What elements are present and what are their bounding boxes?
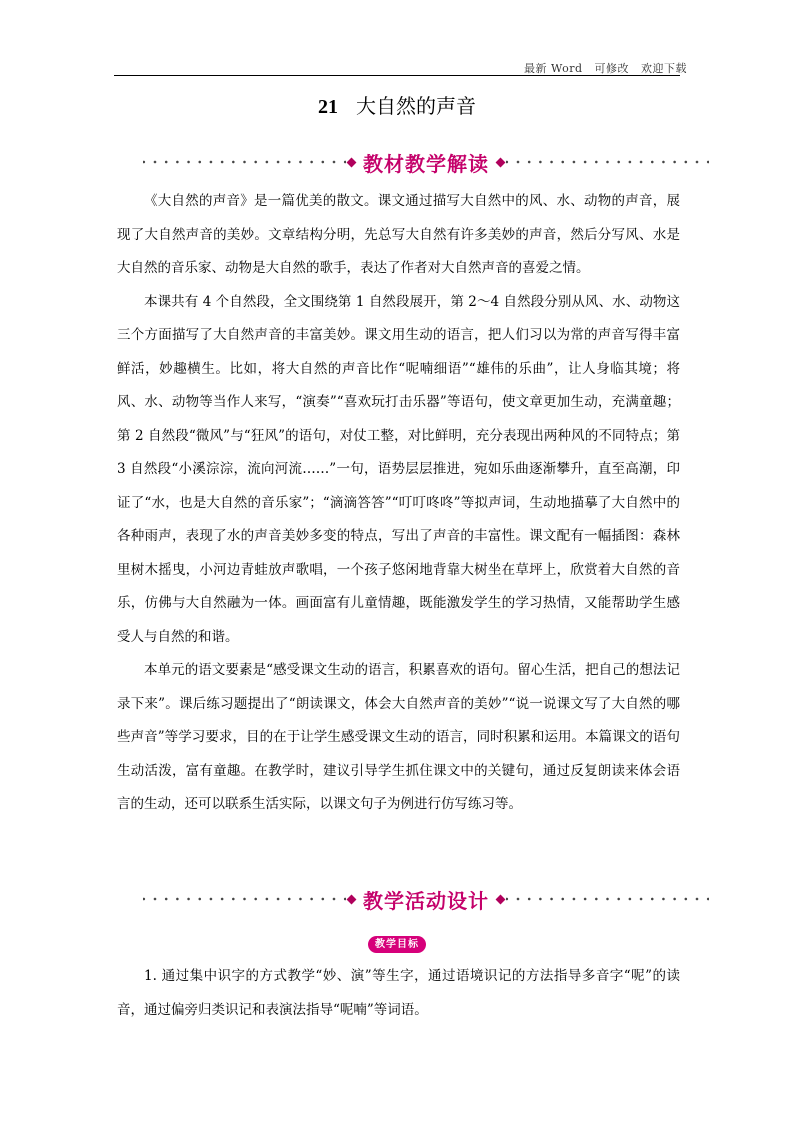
dotted-divider-left xyxy=(143,160,346,164)
dotted-divider-left xyxy=(143,897,346,901)
diamond-icon xyxy=(347,157,357,167)
paragraph: 本单元的语文要素是“感受课文生动的语言，积累喜欢的语句。留心生活，把自己的想法记录下来”。课后练习题提出了“朗读课文，体会大自然声音的美妙”“说一说课文写了大自然的哪些声音”等学习要求，目的在于让学生感受课文生动的语言，同时积累和运用。本篇课文的语句生动活泼，富有童趣。在教学时，建议引导学生抓住课文中的关键句，通过反复朗读来体会语言的生动，还可以联系生活实际，以课文句子为例进行仿写练习等。 xyxy=(117,662,680,812)
section-title-design: 教学活动设计 xyxy=(363,888,489,913)
section-title-reading: 教材教学解读 xyxy=(363,151,489,176)
lesson-title-text: 大自然的声音 xyxy=(356,94,476,118)
diamond-icon xyxy=(347,894,357,904)
dotted-divider-right xyxy=(506,160,709,164)
header-rule xyxy=(114,75,680,76)
reading-body xyxy=(117,185,680,822)
section-banner-design xyxy=(143,884,709,914)
diamond-icon xyxy=(496,157,506,167)
section-banner-reading xyxy=(143,147,709,177)
lesson-number: 21 xyxy=(318,96,338,118)
paragraph: 本课共有 4 个自然段，全文围绕第 1 自然段展开，第 2～4 自然段分别从风、水、动物这三个方面描写了大自然声音的丰富美妙。课文用生动的语言，把人们习以为常的声音写得丰富鲜活，妙趣横生。比如，将大自然的声音比作“呢喃细语”“雄伟的乐曲”，让人身临其境；将风、水、动物等当作人来写，“演奏”“喜欢玩打击乐器”等语句，使文章更加生动，充满童趣；第 2 自然段“微风”与“狂风”的语句，对仗工整，对比鲜明，充分表现出两种风的不同特点；第 3 自然段“小溪淙淙，流向河流……”一句，语势层层推进，宛如乐曲逐渐攀升，直至高潮，印证了“水，也是大自然的音乐家”；“滴滴答答”“叮叮咚咚”等拟声词，生动地描摹了大自然中的各种雨声，表现了水的声音美妙多变的特点，写出了声音的丰富性。课文配有一幅插图：森林里树木摇曳，小河边青蛙放声歌唱，一个孩子悠闲地背靠大树坐在草坪上，欣赏着大自然的音乐，仿佛与大自然融为一体。画面富有儿童情趣，既能激发学生的学习热情，又能帮助学生感受人与自然的和谐。 xyxy=(117,293,680,645)
objectives-body xyxy=(117,960,680,1027)
paragraph: 《大自然的声音》是一篇优美的散文。课文通过描写大自然中的风、水、动物的声音，展现了大自然声音的美妙。文章结构分明，先总写大自然有许多美妙的声音，然后分写风、水是大自然的音乐家、动物是大自然的歌手，表达了作者对大自然声音的喜爱之情。 xyxy=(117,193,680,276)
objectives-badge-label: 教学目标 xyxy=(368,936,426,953)
header-note: 最新 Word 可修改 欢迎下载 xyxy=(524,62,687,75)
lesson-title xyxy=(0,92,794,121)
diamond-icon xyxy=(496,894,506,904)
dotted-divider-right xyxy=(506,897,709,901)
objective-item: 1. 通过集中识字的方式教学“妙、演”等生字，通过语境识记的方法指导多音字“呢”的读音，通过偏旁归类识记和表演法指导“呢喃”等词语。 xyxy=(117,968,680,1018)
objectives-badge xyxy=(0,932,794,953)
